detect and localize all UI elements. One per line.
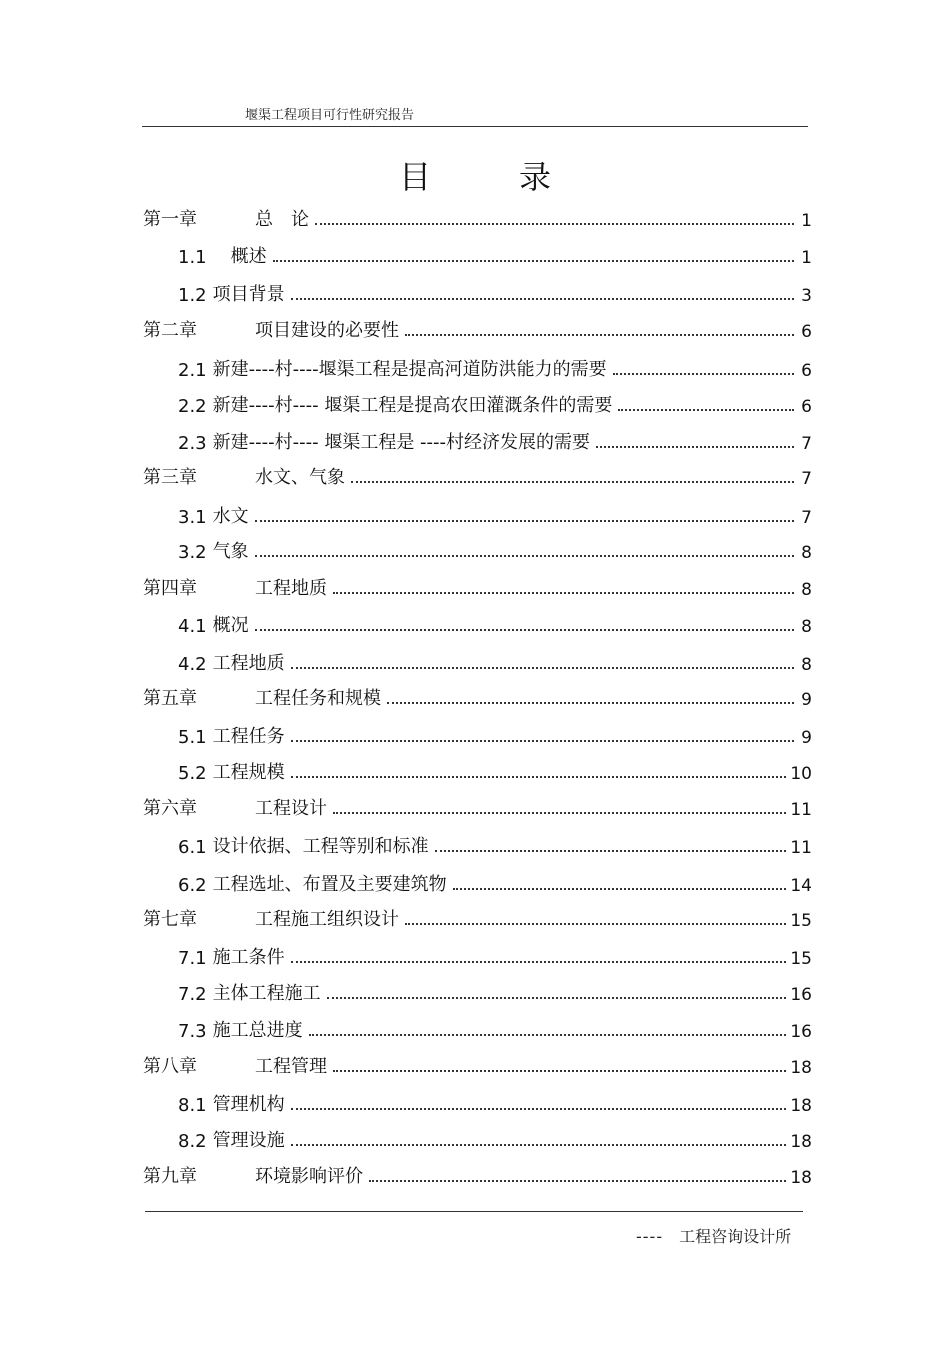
toc-dot-leader — [291, 666, 794, 669]
toc-entry-number: 3.2 — [178, 542, 207, 563]
toc-chapter-row — [143, 205, 812, 231]
toc-page-number: 7 — [801, 434, 812, 454]
toc-title: 目录 — [398, 158, 639, 196]
toc-entry-label: 工程施工组织设计 — [255, 909, 399, 930]
toc-dot-leader — [333, 591, 794, 594]
toc-entry-label: 工程地质 — [212, 653, 285, 674]
toc-section-row — [178, 649, 812, 675]
toc-chapter-row — [143, 905, 812, 931]
toc-dot-leader — [291, 1143, 787, 1146]
toc-entry-label: 气象 — [212, 541, 249, 562]
toc-dot-leader — [315, 222, 794, 225]
toc-chapter-row — [143, 1052, 812, 1078]
toc-entry-label: 管理机构 — [212, 1094, 285, 1115]
toc-entry-label: 项目建设的必要性 — [255, 320, 399, 341]
toc-entry-label: 工程任务和规模 — [255, 688, 381, 709]
toc-page-number: 11 — [790, 800, 812, 820]
toc-entry-number: 1.1 — [178, 247, 207, 268]
toc-dot-leader — [387, 701, 794, 704]
toc-entry-number: 3.1 — [178, 507, 207, 528]
toc-page-number: 18 — [790, 1096, 812, 1116]
toc-page-number: 6 — [801, 361, 812, 381]
footer-rule — [145, 1211, 803, 1212]
toc-entry-number: 第一章 — [143, 209, 197, 230]
toc-dot-leader — [273, 259, 794, 262]
toc-dot-leader — [309, 1033, 787, 1036]
toc-section-row — [178, 428, 812, 454]
toc-page-number: 18 — [790, 1132, 812, 1152]
toc-page-number: 15 — [790, 911, 812, 931]
toc-entry-label: 设计依据、工程等别和标准 — [212, 836, 429, 857]
footer-text — [636, 1224, 791, 1247]
toc-dot-leader — [291, 960, 787, 963]
toc-entry-number: 7.2 — [178, 984, 207, 1005]
header-title: 堰渠工程项目可行性研究报告 — [245, 108, 415, 123]
toc-page-number: 18 — [790, 1058, 812, 1078]
toc-page-number: 8 — [801, 580, 812, 600]
toc-page-number: 3 — [801, 286, 812, 306]
toc-section-row — [178, 502, 812, 528]
toc-page-number: 8 — [801, 655, 812, 675]
toc-entry-label: 概况 — [212, 615, 249, 636]
toc-entry-label: 工程选址、布置及主要建筑物 — [212, 874, 447, 895]
toc-page-number: 16 — [790, 1022, 812, 1042]
toc-dot-leader — [255, 554, 794, 557]
footer-org: 工程咨询设计所 — [679, 1227, 792, 1246]
toc-dot-leader — [327, 996, 787, 999]
toc-page-number: 9 — [801, 690, 812, 710]
toc-entry-label: 新建----村---- 堰渠工程是提高农田灌溉条件的需要 — [212, 395, 613, 416]
toc-entry-label: 主体工程施工 — [212, 983, 321, 1004]
toc-section-row — [178, 758, 812, 784]
toc-page-number: 11 — [790, 838, 812, 858]
toc-dot-leader — [613, 372, 794, 375]
toc-section-row — [178, 722, 812, 748]
toc-dot-leader — [291, 739, 794, 742]
toc-page-number: 6 — [801, 397, 812, 417]
toc-section-row — [178, 943, 812, 969]
toc-entry-number: 8.2 — [178, 1131, 207, 1152]
toc-entry-number: 5.2 — [178, 763, 207, 784]
toc-page-number: 6 — [801, 322, 812, 342]
toc-chapter-row — [143, 684, 812, 710]
toc-entry-label: 工程地质 — [255, 578, 327, 599]
toc-dot-leader — [435, 849, 787, 852]
toc-entry-number: 6.2 — [178, 875, 207, 896]
toc-entry-label: 新建----村---- 堰渠工程是 ----村经济发展的需要 — [212, 432, 591, 453]
toc-section-row — [178, 355, 812, 381]
toc-dot-leader — [333, 1069, 786, 1072]
toc-dot-leader — [291, 297, 794, 300]
toc-chapter-row — [143, 574, 812, 600]
toc-entry-number: 第五章 — [143, 688, 197, 709]
toc-section-row — [178, 1090, 812, 1116]
toc-section-row — [178, 280, 812, 306]
toc-page-number: 1 — [801, 248, 812, 268]
toc-page-number: 16 — [790, 985, 812, 1005]
toc-dot-leader — [333, 811, 786, 814]
toc-page-number: 18 — [790, 1168, 812, 1188]
toc-section-row — [178, 242, 812, 268]
toc-chapter-row — [143, 463, 812, 489]
toc-entry-number: 1.2 — [178, 285, 207, 306]
toc-page-number: 7 — [801, 508, 812, 528]
toc-page-number: 10 — [790, 764, 812, 784]
toc-entry-number: 4.1 — [178, 616, 207, 637]
toc-dot-leader — [596, 445, 794, 448]
toc-dot-leader — [291, 1107, 787, 1110]
toc-dot-leader — [453, 887, 787, 890]
toc-section-row — [178, 611, 812, 637]
toc-section-row — [178, 832, 812, 858]
toc-entry-number: 6.1 — [178, 837, 207, 858]
toc-page-number: 9 — [801, 728, 812, 748]
toc-page-number: 1 — [801, 211, 812, 231]
toc-entry-number: 第八章 — [143, 1056, 197, 1077]
toc-entry-number: 2.1 — [178, 360, 207, 381]
toc-page-number: 14 — [790, 876, 812, 896]
toc-entry-number: 2.2 — [178, 396, 207, 417]
toc-entry-label: 工程任务 — [212, 726, 285, 747]
toc-section-row — [178, 870, 812, 896]
toc-page-number: 15 — [790, 949, 812, 969]
header-rule — [142, 126, 808, 127]
toc-section-row — [178, 391, 812, 417]
toc-section-row — [178, 1126, 812, 1152]
toc-entry-number: 7.3 — [178, 1021, 207, 1042]
toc-entry-label: 管理设施 — [212, 1130, 285, 1151]
toc-chapter-row — [143, 316, 812, 342]
toc-chapter-row — [143, 1162, 812, 1188]
toc-entry-label: 项目背景 — [212, 284, 285, 305]
toc-entry-number: 第四章 — [143, 578, 197, 599]
toc-entry-label: 概述 — [212, 246, 267, 267]
toc-entry-label: 工程设计 — [255, 798, 327, 819]
toc-chapter-row — [143, 794, 812, 820]
toc-entry-number: 8.1 — [178, 1095, 207, 1116]
toc-entry-number: 4.2 — [178, 654, 207, 675]
toc-entry-number: 第三章 — [143, 467, 197, 488]
toc-entry-label: 施工总进度 — [212, 1020, 303, 1041]
footer-dash: ---- — [636, 1227, 664, 1246]
toc-section-row — [178, 537, 812, 563]
toc-entry-number: 第七章 — [143, 909, 197, 930]
toc-entry-label: 水文、气象 — [255, 467, 345, 488]
toc-dot-leader — [369, 1179, 786, 1182]
toc-dot-leader — [405, 333, 794, 336]
toc-entry-label: 工程规模 — [212, 762, 285, 783]
toc-entry-number: 第九章 — [143, 1166, 197, 1187]
toc-section-row — [178, 1016, 812, 1042]
toc-dot-leader — [255, 628, 794, 631]
toc-page-number: 7 — [801, 469, 812, 489]
toc-entry-label: 新建----村----堰渠工程是提高河道防洪能力的需要 — [212, 359, 607, 380]
toc-dot-leader — [405, 922, 786, 925]
toc-entry-label: 环境影响评价 — [255, 1166, 363, 1187]
toc-dot-leader — [291, 775, 787, 778]
toc-entry-label: 工程管理 — [255, 1056, 327, 1077]
toc-dot-leader — [255, 519, 794, 522]
toc-entry-number: 第二章 — [143, 320, 197, 341]
toc-dot-leader — [351, 480, 794, 483]
toc-entry-label: 水文 — [212, 506, 249, 527]
toc-entry-number: 7.1 — [178, 948, 207, 969]
toc-dot-leader — [618, 408, 794, 411]
toc-entry-label: 施工条件 — [212, 947, 285, 968]
toc-section-row — [178, 979, 812, 1005]
toc-entry-number: 5.1 — [178, 727, 207, 748]
toc-entry-label: 总 论 — [255, 209, 309, 230]
toc-page-number: 8 — [801, 617, 812, 637]
toc-entry-number: 2.3 — [178, 433, 207, 454]
toc-entry-number: 第六章 — [143, 798, 197, 819]
toc-page-number: 8 — [801, 543, 812, 563]
